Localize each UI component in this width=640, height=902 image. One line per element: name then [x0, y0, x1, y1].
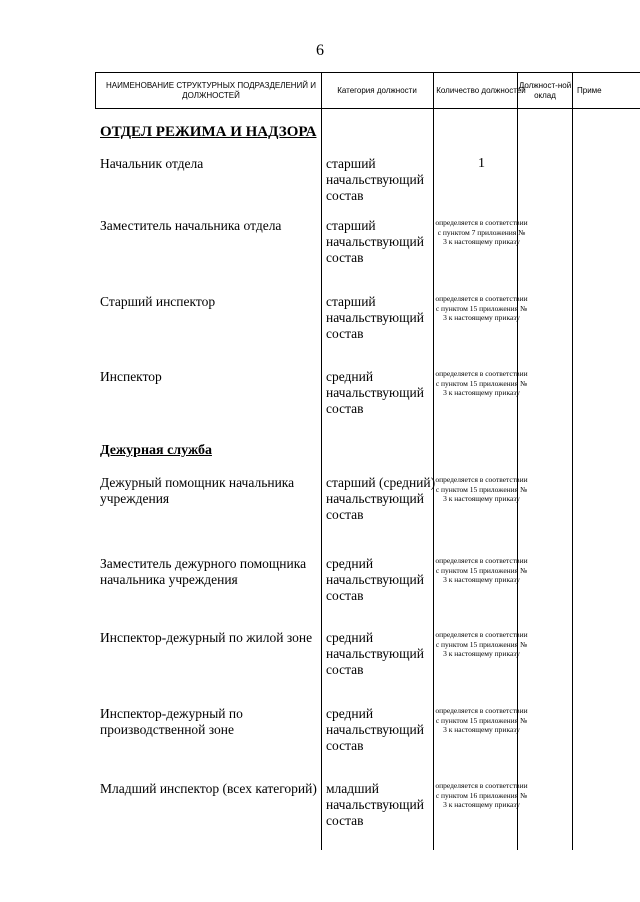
position-category: старший (средний) начальствующий состав	[326, 475, 436, 522]
position-quantity: определяется в соответствии с пунктом 15 приложения № 3 к настоящему приказу	[435, 369, 528, 398]
position-category: средний начальствующий состав	[326, 369, 424, 416]
position-name: Инспектор-дежурный по жилой зоне	[100, 630, 313, 645]
position-name: Заместитель начальника отдела	[100, 218, 282, 233]
position-quantity: определяется в соответствии с пунктом 7 приложения № 3 к настоящему приказу	[435, 218, 528, 247]
header-quantity-column: Количество должностей	[436, 85, 526, 95]
header-note-column: Приме	[577, 85, 602, 95]
position-name: Заместитель дежурного помощника начальника учреждения	[100, 556, 307, 587]
position-name: Начальник отдела	[100, 156, 204, 171]
page-number: 6	[316, 42, 324, 59]
position-category: старший начальствующий состав	[326, 218, 424, 265]
position-name: Инспектор-дежурный по производственной зоне	[100, 706, 243, 737]
table-border-left	[95, 72, 96, 108]
position-quantity: определяется в соответствии с пунктом 15 приложения № 3 к настоящему приказу	[435, 706, 528, 735]
position-quantity: 1	[478, 156, 485, 171]
position-category: средний начальствующий состав	[326, 706, 424, 753]
position-name: Старший инспектор	[100, 294, 216, 309]
position-quantity: определяется в соответствии с пунктом 15 приложения № 3 к настоящему приказу	[435, 294, 528, 323]
header-category-column: Категория должности	[337, 85, 417, 95]
header-salary-column: Должност-ной оклад	[518, 80, 572, 100]
section-title: ОТДЕЛ РЕЖИМА И НАДЗОРА	[100, 124, 317, 140]
position-quantity: определяется в соответствии с пунктом 16 приложения № 3 к настоящему приказу	[435, 781, 528, 810]
table-header	[95, 72, 640, 109]
position-category: средний начальствующий состав	[326, 556, 424, 603]
position-quantity: определяется в соответствии с пунктом 15 приложения № 3 к настоящему приказу	[435, 475, 528, 504]
position-name: Инспектор	[100, 369, 162, 384]
position-quantity: определяется в соответствии с пунктом 15 приложения № 3 к настоящему приказу	[435, 630, 528, 659]
column-divider	[572, 72, 573, 850]
position-name: Младший инспектор (всех категорий)	[100, 781, 317, 796]
section-title: Дежурная служба	[100, 443, 212, 458]
column-divider	[321, 72, 322, 850]
position-category: старший начальствующий состав	[326, 294, 424, 341]
position-quantity: определяется в соответствии с пунктом 15 приложения № 3 к настоящему приказу	[435, 556, 528, 585]
position-category: младший начальствующий состав	[326, 781, 424, 828]
header-name-column: НАИМЕНОВАНИЕ СТРУКТУРНЫХ ПОДРАЗДЕЛЕНИЙ И ДОЛЖНОСТЕЙ	[105, 80, 317, 100]
position-name: Дежурный помощник начальника учреждения	[100, 475, 295, 506]
position-category: средний начальствующий состав	[326, 630, 424, 677]
position-category: старший начальствующий состав	[326, 156, 424, 203]
